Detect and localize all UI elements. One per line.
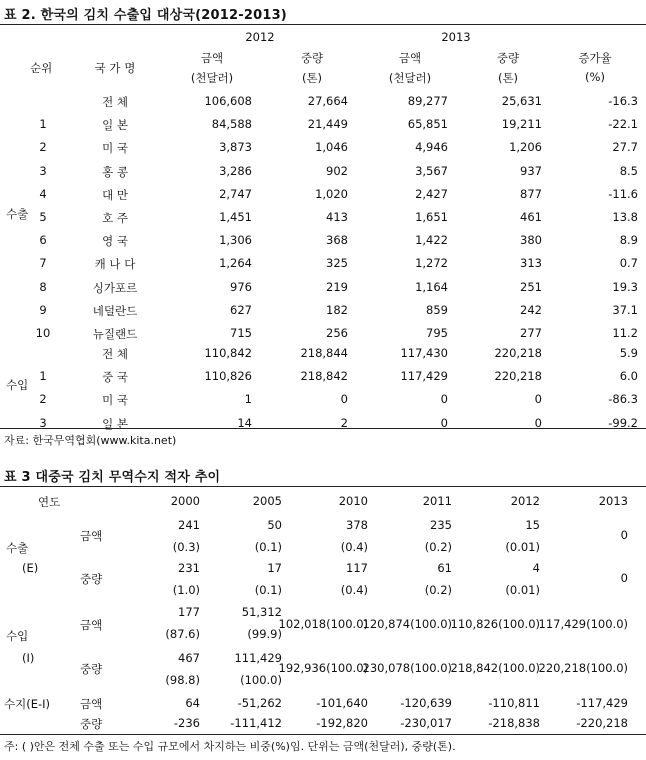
export-weight-cell: 231 <box>178 561 200 575</box>
cell-rank: 5 <box>39 210 47 224</box>
export-weight-cell: 0 <box>620 571 628 585</box>
cell-rank: 2 <box>39 140 47 155</box>
cell-rank: 2 <box>39 392 47 407</box>
cell-rate: 19.3 <box>612 279 638 294</box>
cell-w13: 25,631 <box>501 94 542 108</box>
cell-rate: -11.6 <box>608 186 638 201</box>
cell-a12: 715 <box>230 326 252 340</box>
cell-country: 홍 콩 <box>102 164 128 179</box>
cell-a13: 0 <box>440 415 448 430</box>
cell-rank: 3 <box>39 163 47 178</box>
export-weight-share-cell: (0.4) <box>340 583 368 597</box>
export-amount-cell: 378 <box>346 518 368 532</box>
cell-rank: 3 <box>39 415 47 430</box>
export-label: 수출 <box>6 541 29 555</box>
cell-country: 네덜란드 <box>92 303 138 318</box>
export-section-label: 수출 <box>6 207 29 221</box>
balance-weight-cell: -236 <box>173 716 200 730</box>
cell-a13: 795 <box>426 326 448 340</box>
import-sub-label: (I) <box>22 651 35 665</box>
cell-w12: 182 <box>326 302 348 317</box>
cell-rate: 27.7 <box>612 140 638 155</box>
cell-rate: -22.1 <box>608 117 638 132</box>
cell-country: 뉴질랜드 <box>92 327 138 341</box>
cell-w12: 0 <box>340 392 348 407</box>
cell-w12: 1,046 <box>315 140 348 155</box>
balance-amount-cell: -51,262 <box>237 696 282 710</box>
cell-a13: 3,567 <box>415 163 448 178</box>
import-weight-share-cell: (98.8) <box>165 673 200 687</box>
balance-label: 수지(E-I) <box>4 697 50 711</box>
cell-rank: 6 <box>39 233 47 248</box>
table2-title: 표 2. 한국의 김치 수출입 대상국(2012-2013) <box>4 8 287 23</box>
year-2012-header: 2012 <box>245 30 275 44</box>
cell-w12: 21,449 <box>307 117 348 132</box>
export-amount-share-cell: (0.2) <box>424 540 452 554</box>
cell-w13: 937 <box>520 163 542 178</box>
cell-rate: -86.3 <box>608 392 638 407</box>
cell-country: 전 체 <box>102 347 128 361</box>
cell-rank: 7 <box>39 256 47 271</box>
cell-a12: 1,306 <box>219 233 252 248</box>
cell-country: 중 국 <box>102 370 128 385</box>
year-header: 연도 <box>38 495 61 509</box>
cell-a13: 89,277 <box>407 94 448 108</box>
import-label: 수입 <box>6 629 29 643</box>
balance-amount-cell: -101,640 <box>316 696 368 710</box>
cell-rank: 10 <box>35 326 51 340</box>
year-header-cell: 2011 <box>422 494 452 508</box>
year-header-cell: 2005 <box>252 494 282 508</box>
rank-header: 순위 <box>30 61 53 75</box>
cell-a12: 1,264 <box>219 256 252 271</box>
export-amount-share-cell: (0.3) <box>172 540 200 554</box>
cell-w12: 218,842 <box>300 369 348 384</box>
weight-2013-unit: (톤) <box>497 71 519 85</box>
cell-rate: 8.5 <box>619 163 638 178</box>
cell-w13: 0 <box>534 415 542 430</box>
import-weight-label: 중량 <box>80 662 103 676</box>
balance-amount-cell: -117,429 <box>576 696 628 710</box>
cell-w12: 1,020 <box>315 186 348 201</box>
export-weight-cell: 17 <box>267 561 282 575</box>
balance-weight-cell: -220,218 <box>576 716 628 730</box>
cell-a13: 1,164 <box>415 279 448 294</box>
cell-w12: 368 <box>326 233 348 248</box>
cell-w12: 219 <box>326 279 348 294</box>
cell-a12: 3,873 <box>219 140 252 155</box>
cell-a13: 1,651 <box>415 210 448 224</box>
cell-rate: 6.0 <box>619 369 638 384</box>
import-weight-share-cell: (100.0) <box>240 673 282 687</box>
balance-amount-label: 금액 <box>80 697 103 711</box>
weight-2013-header: 중량 <box>496 51 520 65</box>
table3-top-rule <box>0 486 646 487</box>
cell-w12: 27,664 <box>307 94 348 108</box>
cell-rank: 9 <box>39 302 47 317</box>
export-amount-cell: 15 <box>525 518 540 532</box>
cell-a12: 627 <box>230 302 252 317</box>
cell-a12: 106,608 <box>204 94 252 108</box>
import-weight-cell: 218,842(100.0) <box>450 661 540 675</box>
cell-country: 미 국 <box>102 393 128 408</box>
table3-title: 표 3 대중국 김치 무역수지 적자 추이 <box>4 470 221 485</box>
cell-w13: 277 <box>520 326 542 340</box>
cell-a12: 1 <box>244 392 252 407</box>
cell-w12: 256 <box>326 326 348 340</box>
export-weight-share-cell: (0.2) <box>424 583 452 597</box>
export-weight-share-cell: (1.0) <box>172 583 200 597</box>
export-weight-cell: 61 <box>437 561 452 575</box>
amount-2012-header: 금액 <box>200 51 224 65</box>
cell-country: 전 체 <box>102 95 128 109</box>
cell-country: 캐 나 다 <box>94 257 136 272</box>
cell-a13: 1,272 <box>415 256 448 271</box>
export-amount-share-cell: (0.4) <box>340 540 368 554</box>
table2-bottom-rule <box>0 428 646 429</box>
cell-a13: 4,946 <box>415 140 448 155</box>
export-amount-cell: 235 <box>430 518 452 532</box>
year-header-cell: 2010 <box>338 494 368 508</box>
cell-a13: 117,429 <box>400 369 448 384</box>
cell-country: 일 본 <box>102 118 128 133</box>
cell-country: 대 만 <box>102 187 128 202</box>
cell-w12: 2 <box>340 415 348 430</box>
balance-amount-cell: -120,639 <box>400 696 452 710</box>
year-2013-header: 2013 <box>441 30 471 44</box>
cell-w12: 218,844 <box>300 346 348 360</box>
export-sub-label: (E) <box>22 561 39 575</box>
cell-country: 영 국 <box>102 234 128 249</box>
year-header-cell: 2013 <box>598 494 628 508</box>
balance-weight-cell: -218,838 <box>488 716 540 730</box>
import-amount-cell: 120,874(100.0) <box>362 617 452 631</box>
import-weight-cell: 192,936(100.0) <box>278 661 368 675</box>
cell-w12: 413 <box>326 210 348 224</box>
rate-unit: (%) <box>585 70 605 84</box>
amount-2013-header: 금액 <box>398 51 422 65</box>
balance-weight-cell: -230,017 <box>400 716 452 730</box>
import-amount-cell: 177 <box>178 605 200 619</box>
cell-rank: 1 <box>39 117 47 132</box>
cell-rank: 1 <box>39 369 47 384</box>
import-amount-cell: 110,826(100.0) <box>450 617 540 631</box>
cell-a12: 110,842 <box>204 346 252 360</box>
balance-weight-cell: -111,412 <box>230 716 282 730</box>
cell-a12: 1,451 <box>219 210 252 224</box>
cell-w13: 1,206 <box>509 140 542 155</box>
cell-w13: 242 <box>520 302 542 317</box>
balance-amount-cell: 64 <box>185 696 200 710</box>
import-amount-cell: 51,312 <box>241 605 282 619</box>
cell-w13: 0 <box>534 392 542 407</box>
cell-a12: 976 <box>230 279 252 294</box>
cell-country: 미 국 <box>102 141 128 156</box>
export-amount-label: 금액 <box>80 529 103 543</box>
balance-weight-label: 중량 <box>80 717 103 731</box>
cell-a13: 859 <box>426 302 448 317</box>
cell-rate: -99.2 <box>608 415 638 430</box>
cell-a13: 65,851 <box>407 117 448 132</box>
cell-rate: 37.1 <box>612 302 638 317</box>
cell-w13: 877 <box>520 186 542 201</box>
import-amount-share-cell: (87.6) <box>165 627 200 641</box>
cell-w13: 251 <box>520 279 542 294</box>
cell-rate: 0.7 <box>619 256 638 271</box>
cell-rate: 13.8 <box>612 210 638 224</box>
table3-note: 주: ( )안은 전체 수출 또는 수입 규모에서 차지하는 비중(%)임. 단위는 금액(천달러), 중량(톤). <box>4 740 456 753</box>
cell-rate: 11.2 <box>612 326 638 340</box>
export-weight-cell: 4 <box>532 561 540 575</box>
cell-w12: 902 <box>326 163 348 178</box>
export-amount-cell: 241 <box>178 518 200 532</box>
export-amount-cell: 50 <box>267 518 282 532</box>
cell-a12: 84,588 <box>211 117 252 132</box>
table2-source: 자료: 한국무역협회(www.kita.net) <box>4 434 177 447</box>
year-header-cell: 2012 <box>510 494 540 508</box>
cell-country: 일 본 <box>102 416 128 431</box>
import-section-label: 수입 <box>6 378 29 392</box>
cell-country: 호 주 <box>102 211 128 225</box>
cell-a13: 1,422 <box>415 233 448 248</box>
cell-rate: -16.3 <box>608 94 638 108</box>
cell-rate: 5.9 <box>619 346 638 360</box>
import-amount-label: 금액 <box>80 618 103 632</box>
weight-2012-unit: (톤) <box>301 71 323 85</box>
table3-bottom-rule <box>0 734 646 735</box>
export-amount-share-cell: (0.01) <box>505 540 540 554</box>
rate-header: 증가율 <box>578 51 612 65</box>
amount-2013-unit: (천달러) <box>388 71 432 85</box>
export-weight-share-cell: (0.1) <box>254 583 282 597</box>
cell-w13: 220,218 <box>494 369 542 384</box>
import-weight-cell: 467 <box>178 651 200 665</box>
year-header-cell: 2000 <box>170 494 200 508</box>
country-header: 국 가 명 <box>94 61 136 75</box>
import-amount-share-cell: (99.9) <box>247 627 282 641</box>
export-amount-cell: 0 <box>620 528 628 542</box>
cell-w13: 19,211 <box>501 117 542 132</box>
amount-2012-unit: (천달러) <box>190 71 234 85</box>
import-weight-cell: 230,078(100.0) <box>362 661 452 675</box>
cell-a12: 3,286 <box>219 163 252 178</box>
cell-w13: 461 <box>520 210 542 224</box>
cell-a13: 0 <box>440 392 448 407</box>
export-weight-share-cell: (0.01) <box>505 583 540 597</box>
import-amount-cell: 117,429(100.0) <box>538 617 628 631</box>
cell-w13: 313 <box>520 256 542 271</box>
cell-rank: 8 <box>39 279 47 294</box>
balance-weight-cell: -192,820 <box>316 716 368 730</box>
import-weight-cell: 220,218(100.0) <box>538 661 628 675</box>
weight-2012-header: 중량 <box>300 51 324 65</box>
cell-a12: 110,826 <box>204 369 252 384</box>
export-weight-label: 중량 <box>80 572 103 586</box>
cell-a12: 2,747 <box>219 186 252 201</box>
cell-w12: 325 <box>326 256 348 271</box>
cell-w13: 380 <box>520 233 542 248</box>
export-amount-share-cell: (0.1) <box>254 540 282 554</box>
cell-w13: 220,218 <box>494 346 542 360</box>
cell-country: 싱가포르 <box>92 280 138 295</box>
import-weight-cell: 111,429 <box>234 651 282 665</box>
cell-a12: 14 <box>237 415 252 430</box>
export-weight-cell: 117 <box>346 561 368 575</box>
table2-top-rule <box>0 24 646 25</box>
balance-amount-cell: -110,811 <box>488 696 540 710</box>
cell-a13: 2,427 <box>415 186 448 201</box>
import-amount-cell: 102,018(100.0) <box>278 617 368 631</box>
cell-rate: 8.9 <box>619 233 638 248</box>
cell-a13: 117,430 <box>400 346 448 360</box>
cell-rank: 4 <box>39 186 47 201</box>
